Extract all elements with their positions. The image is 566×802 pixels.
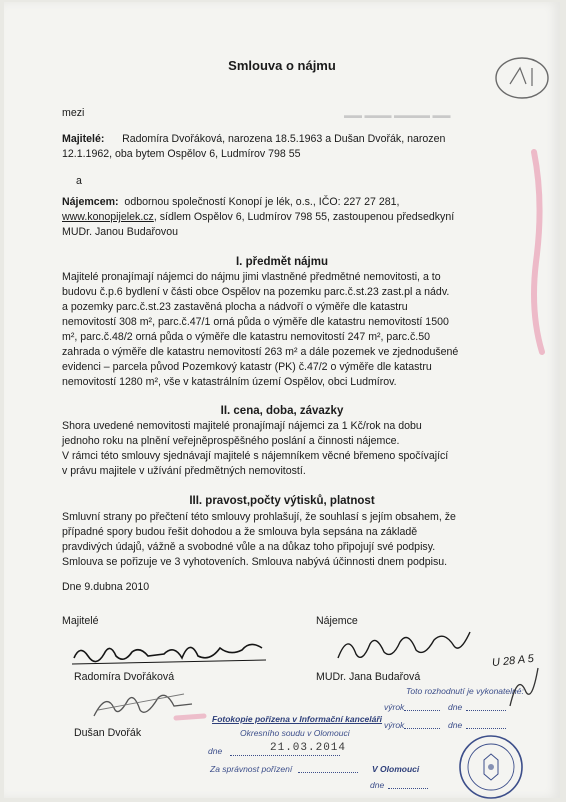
copy-stamp-court: Okresního soudu v Olomouci bbox=[240, 728, 350, 738]
tenant-text-2: , sídlem Ospělov 6, Ludmírov 798 55, zastoupenou předsedkyní bbox=[153, 211, 455, 223]
bleed-through-text: ▬▬ ▬▬▬ ▬▬▬▬ ▬▬ bbox=[344, 110, 451, 120]
between-word: mezi bbox=[62, 107, 85, 119]
copy-stamp-date-label: dne bbox=[208, 746, 223, 756]
handwritten-reference: U 28 A 5 bbox=[491, 652, 535, 670]
copy-stamp-correct-label: Za správnost pořízení bbox=[210, 764, 293, 774]
section-1-line: Majitelé pronajímají nájemci do nájmu jimi vlastněné předmětné nemovitosti, a to bbox=[62, 271, 441, 283]
copy-stamp-title: Fotokopie pořízena v Informační kanceláři bbox=[212, 714, 383, 724]
city-label: V Olomouci bbox=[372, 764, 420, 774]
pink-marker-mark bbox=[524, 142, 554, 362]
dotted-line bbox=[298, 772, 358, 773]
owners-line-2: 12.1.1962, oba bytem Ospělov 6, Ludmírov 798 55 bbox=[62, 148, 301, 160]
section-1-line: a pozemky parc.č.st.23 zastavěná plocha a nádvoří o výměře dle katastru bbox=[62, 301, 408, 313]
section-3-line: případné spory budou řešit dohodou a že smlouva byla sepsána na základě bbox=[62, 526, 418, 538]
tenant-text-1: odbornou společností Konopí je lék, o.s., IČO: 227 27 281, bbox=[124, 196, 400, 208]
tenant-signature-label: Nájemce bbox=[316, 615, 358, 627]
clerk-signature bbox=[504, 662, 548, 712]
owners-line-1 bbox=[62, 132, 445, 147]
enforceability-stamp-title: Toto rozhodnutí je vykonatelné: bbox=[406, 686, 524, 696]
section-1-line: budovu č.p.6 bydlení v části obce Ospělov na pozemku parc.č.st.23 zast.pl a nádv. bbox=[62, 286, 450, 298]
dotted-line bbox=[466, 728, 506, 729]
city-date-label: dne bbox=[370, 780, 385, 790]
owner-2-name: Dušan Dvořák bbox=[74, 727, 142, 739]
section-1-line: m², parc.č.48/2 orná půda o výměře dle katastru nemovitostí 247 m², parc.č.50 bbox=[62, 331, 431, 343]
section-2-line: v právu majitele v užívání předmětných nemovitostí. bbox=[62, 465, 306, 477]
enforceability-date-label: dne bbox=[448, 720, 463, 730]
owner-1-name: Radomíra Dvořáková bbox=[74, 671, 175, 683]
section-1-line: evidenci – parcela původ Pozemkový katastr (PK) č.47/2 o výměře dle katastru bbox=[62, 361, 432, 373]
section-3-line: Smlouva se pořizuje ve 3 vyhotoveních. Smlouva nabývá účinnosti dnem podpisu. bbox=[62, 556, 448, 568]
owners-text-1: Radomíra Dvořáková, narozena 18.5.1963 a Dušan Dvořák, narozen bbox=[122, 133, 446, 145]
section-2-line: Shora uvedené nemovitosti majitelé pronajímají nájemci za 1 Kč/rok na dobu bbox=[62, 420, 422, 432]
tenant-name: MUDr. Jana Budařová bbox=[316, 671, 421, 683]
official-round-seal bbox=[456, 732, 526, 802]
section-3-line: pravdivých údajů, vážně a svobodné vůle a na důkaz toho připojují své podpisy. bbox=[62, 541, 436, 553]
enforceability-verdict-label: výrok bbox=[384, 702, 405, 712]
dotted-line bbox=[404, 728, 440, 729]
and-word: a bbox=[76, 175, 82, 187]
signing-date: Dne 9.dubna 2010 bbox=[62, 581, 150, 593]
section-1-line: nemovitostí 1280 m², vše v katastrálním území Ospělov, obci Ludmírov. bbox=[62, 376, 397, 388]
section-2-line: jednoho roku na plnění veřejněprospěšného poslání a činnosti nájemce. bbox=[62, 435, 400, 447]
section-1-line: zahrada o výměře dle katastru nemovitostí 263 m² a dále pozemek ve zjednodušené bbox=[62, 346, 459, 358]
tenant-website-link[interactable]: www.konopijelek.cz bbox=[62, 211, 154, 223]
section-1-line: nemovitostí 308 m², parc.č.47/1 orná půda o výměře dle katastru nemovitostí 1500 bbox=[62, 316, 449, 328]
tenant-signature bbox=[334, 624, 474, 668]
pink-marker-mark bbox=[174, 706, 208, 728]
section-3-title: III. pravost,počty výtisků, platnost bbox=[189, 495, 375, 507]
tenant-line-1 bbox=[62, 195, 399, 210]
section-3-line: Smluvní strany po přečtení této smlouvy prohlašují, že souhlasí s jejím obsahem, že bbox=[62, 511, 456, 523]
tenant-line-2 bbox=[62, 210, 454, 225]
section-2-line: V rámci této smlouvy sjednávají majitelé s nájemníkem věcné břemeno spočívající bbox=[62, 450, 449, 462]
owner-1-signature bbox=[70, 634, 270, 670]
dotted-line bbox=[404, 710, 440, 711]
dotted-line bbox=[230, 755, 340, 756]
enforceability-verdict-label: výrok bbox=[384, 720, 405, 730]
enforceability-date-label: dne bbox=[448, 702, 463, 712]
copy-stamp-date: 21.03.2014 bbox=[270, 742, 347, 754]
document-page bbox=[4, 2, 560, 798]
owners-label: Majitelé: bbox=[62, 133, 105, 145]
tenant-label: Nájemcem: bbox=[62, 196, 119, 208]
dotted-line bbox=[466, 710, 506, 711]
section-2-title: II. cena, doba, závazky bbox=[220, 405, 344, 417]
owners-signature-label: Majitelé bbox=[62, 615, 99, 627]
page-title: Smlouva o nájmu bbox=[228, 58, 336, 73]
section-1-title: I. předmět nájmu bbox=[235, 256, 329, 268]
dotted-line bbox=[388, 788, 428, 789]
tenant-line-3: MUDr. Janou Budařovou bbox=[62, 226, 179, 238]
